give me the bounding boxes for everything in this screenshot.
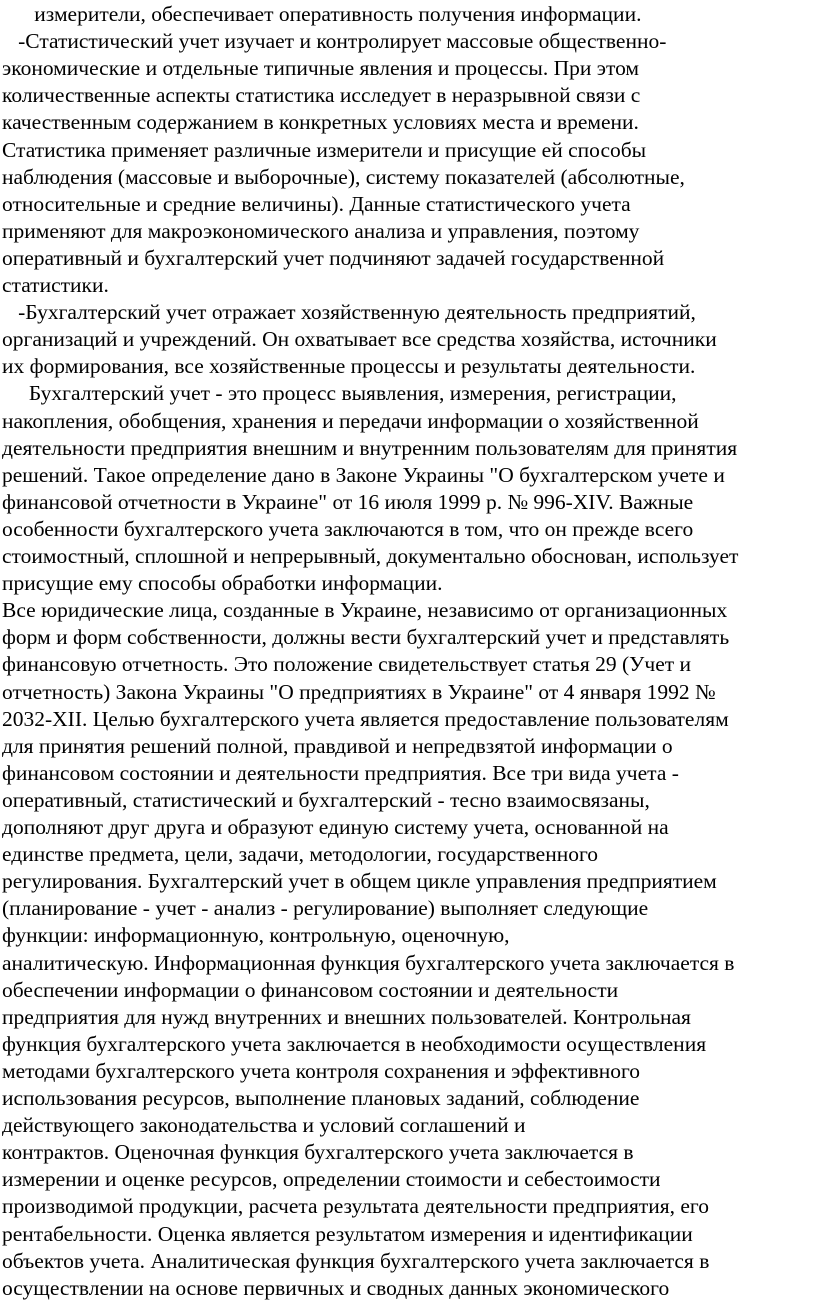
text-line: предприятия для нужд внутренних и внешних пользователей. Контрольная bbox=[2, 1004, 691, 1029]
text-line: измерении и оценке ресурсов, определении стоимости и себестоимости bbox=[2, 1167, 661, 1192]
text-line: единстве предмета, цели, задачи, методологии, государственного bbox=[2, 842, 599, 867]
text-line: осуществлении на основе первичных и сводных данных экономического bbox=[2, 1275, 670, 1300]
text-line: дополняют друг друга и образуют единую систему учета, основанной на bbox=[2, 815, 669, 839]
text-line: регулирования. Бухгалтерский учет в общем цикле управления предприятием bbox=[2, 869, 717, 894]
text-line: применяют для макроэкономического анализа и управления, поэтому bbox=[2, 218, 640, 243]
text-line: их формирования, все хозяйственные процессы и результаты деятельности. bbox=[2, 354, 696, 379]
text-line: оперативный и бухгалтерский учет подчиняют задачей государственной bbox=[2, 245, 665, 270]
text-line: контрактов. Оценочная функция бухгалтерского учета заключается в bbox=[2, 1140, 634, 1165]
text-line: Статистика применяет различные измерители и присущие ей способы bbox=[2, 137, 647, 162]
text-line: отчетность) Закона Украины "О предприятиях в Украине" от 4 января 1992 № bbox=[2, 679, 716, 704]
text-line: статистики. bbox=[2, 273, 109, 297]
text-line: функция бухгалтерского учета заключается в необходимости осуществления bbox=[2, 1031, 707, 1056]
text-line: оперативный, статистический и бухгалтерский - тесно взаимосвязаны, bbox=[2, 787, 650, 812]
text-line: методами бухгалтерского учета контроля сохранения и эффективного bbox=[2, 1058, 641, 1083]
text-line: объектов учета. Аналитическая функция бухгалтерского учета заключается в bbox=[2, 1248, 710, 1273]
text-line: измерители, обеспечивает оперативность получения информации. bbox=[2, 2, 642, 26]
text-line: деятельности предприятия внешним и внутренним пользователям для принятия bbox=[2, 435, 738, 460]
text-line: присущие ему способы обработки информации. bbox=[2, 571, 443, 596]
text-line: функции: информационную, контрольную, оценочную, bbox=[2, 923, 510, 948]
text-line: качественным содержанием в конкретных условиях места и времени. bbox=[2, 110, 639, 135]
text-line: относительные и средние величины). Данные статистического учета bbox=[2, 191, 631, 216]
text-line: -Статистический учет изучает и контролирует массовые общественно- bbox=[2, 29, 667, 54]
text-line: стоимостный, сплошной и непрерывный, документально обоснован, использует bbox=[2, 544, 739, 568]
text-line: наблюдения (массовые и выборочные), систему показателей (абсолютные, bbox=[2, 164, 685, 189]
text-line: экономические и отдельные типичные явления и процессы. При этом bbox=[2, 56, 640, 81]
text-line: финансовую отчетность. Это положение свидетельствует статья 29 (Учет и bbox=[2, 652, 692, 677]
text-line: обеспечении информации о финансовом состоянии и деятельности bbox=[2, 977, 619, 1002]
text-line: рентабельности. Оценка является результатом измерения и идентификации bbox=[2, 1221, 693, 1246]
text-line: Все юридические лица, созданные в Украине, независимо от организационных bbox=[2, 598, 728, 623]
text-line: Бухгалтерский учет - это процесс выявления, измерения, регистрации, bbox=[2, 381, 677, 406]
text-line: накопления, обобщения, хранения и передачи информации о хозяйственной bbox=[2, 408, 699, 433]
text-line: использования ресурсов, выполнение плановых заданий, соблюдение bbox=[2, 1086, 640, 1110]
text-line: решений. Такое определение дано в Законе Украины "О бухгалтерском учете и bbox=[2, 462, 725, 487]
text-line: действующего законодательства и условий соглашений и bbox=[2, 1113, 526, 1138]
text-line: количественные аспекты статистика исследует в неразрывной связи с bbox=[2, 83, 641, 108]
text-line: производимой продукции, расчета результата деятельности предприятия, его bbox=[2, 1194, 709, 1219]
text-line: -Бухгалтерский учет отражает хозяйственную деятельность предприятий, bbox=[2, 300, 696, 325]
text-line: финансовом состоянии и деятельности предприятия. Все три вида учета - bbox=[2, 760, 679, 785]
text-line: для принятия решений полной, правдивой и непредвзятой информации о bbox=[2, 733, 673, 758]
text-line: аналитическую. Информационная функция бухгалтерского учета заключается в bbox=[2, 950, 735, 975]
text-line: (планирование - учет - анализ - регулирование) выполняет следующие bbox=[2, 896, 649, 921]
text-line: особенности бухгалтерского учета заключаются в том, что он прежде всего bbox=[2, 516, 694, 541]
text-line: 2032-XII. Целью бухгалтерского учета является предоставление пользователям bbox=[2, 706, 729, 731]
text-line: финансовой отчетности в Украине" от 16 июля 1999 р. № 996-XIV. Важные bbox=[2, 489, 694, 514]
text-line: организаций и учреждений. Он охватывает все средства хозяйства, источники bbox=[2, 327, 717, 352]
text-line: форм и форм собственности, должны вести бухгалтерский учет и представлять bbox=[2, 625, 730, 650]
